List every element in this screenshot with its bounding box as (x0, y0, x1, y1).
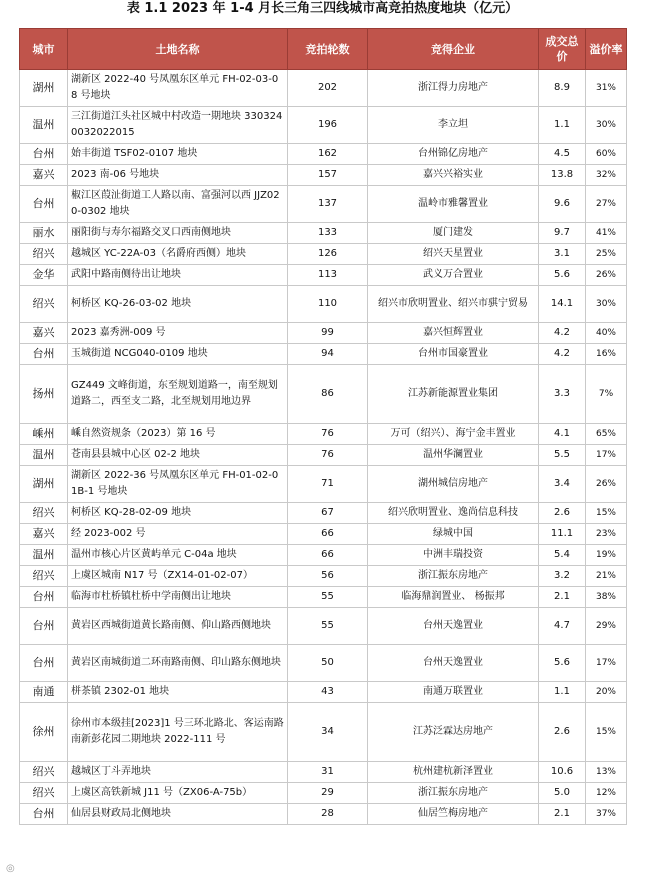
premium-cell: 40% (586, 323, 627, 344)
company-cell: 南通万联置业 (368, 682, 539, 703)
land-name-cell: GZ449 文峰街道，东至规划道路一，南至规划道路二，西至支二路，北至规划用地边界 (68, 365, 288, 424)
price-cell: 4.7 (539, 608, 586, 645)
rounds-cell: 29 (288, 783, 368, 804)
table-row (20, 587, 627, 608)
company-cell: 绍兴市欣明置业、绍兴市骐宁贸易 (368, 286, 539, 323)
land-name-cell: 黄岩区南城街道二环南路南侧、印山路东侧地块 (68, 645, 288, 682)
price-cell: 14.1 (539, 286, 586, 323)
premium-cell: 20% (586, 682, 627, 703)
land-name-cell: 2023 嘉秀洲-009 号 (68, 323, 288, 344)
table-row (20, 566, 627, 587)
premium-cell: 7% (586, 365, 627, 424)
price-cell: 3.2 (539, 566, 586, 587)
company-cell: 江苏新能源置业集团 (368, 365, 539, 424)
company-cell: 浙江振东房地产 (368, 783, 539, 804)
table-row (20, 783, 627, 804)
table-row (20, 762, 627, 783)
city-cell: 扬州 (20, 365, 68, 424)
land-name-cell: 丽阳街与寿尔福路交叉口西南侧地块 (68, 223, 288, 244)
land-name-cell: 三江街道江头社区城中村改造一期地块 3303240032022015 (68, 107, 288, 144)
premium-cell: 31% (586, 70, 627, 107)
rounds-cell: 157 (288, 165, 368, 186)
company-cell: 湖州城信房地产 (368, 466, 539, 503)
rounds-cell: 86 (288, 365, 368, 424)
rounds-cell: 196 (288, 107, 368, 144)
rounds-cell: 43 (288, 682, 368, 703)
price-cell: 5.4 (539, 545, 586, 566)
price-cell: 1.1 (539, 682, 586, 703)
rounds-cell: 94 (288, 344, 368, 365)
premium-cell: 23% (586, 524, 627, 545)
premium-cell: 30% (586, 286, 627, 323)
land-name-cell: 柯桥区 KQ-26-03-02 地块 (68, 286, 288, 323)
rounds-cell: 67 (288, 503, 368, 524)
city-cell: 金华 (20, 265, 68, 286)
premium-cell: 65% (586, 424, 627, 445)
land-name-cell: 经 2023-002 号 (68, 524, 288, 545)
table-row (20, 265, 627, 286)
table-row (20, 223, 627, 244)
table-row (20, 165, 627, 186)
rounds-cell: 110 (288, 286, 368, 323)
premium-cell: 26% (586, 466, 627, 503)
price-cell: 9.7 (539, 223, 586, 244)
table-title: 表 1.1 2023 年 1-4 月长三角三四线城市高竞拍热度地块（亿元） (126, 1, 519, 16)
table-row (20, 107, 627, 144)
price-cell: 8.9 (539, 70, 586, 107)
rounds-cell: 126 (288, 244, 368, 265)
land-name-cell: 温州市核心片区黄屿单元 C-04a 地块 (68, 545, 288, 566)
premium-cell: 13% (586, 762, 627, 783)
city-cell: 台州 (20, 645, 68, 682)
land-name-cell: 嵊自然资规条（2023）第 16 号 (68, 424, 288, 445)
company-cell: 中洲丰瑞投资 (368, 545, 539, 566)
land-name-cell: 椒江区葭沚街道工人路以南、富强河以西 JJZ020-0302 地块 (68, 186, 288, 223)
company-cell: 武义万合置业 (368, 265, 539, 286)
company-cell: 仙居竺梅房地产 (368, 804, 539, 825)
price-cell: 1.1 (539, 107, 586, 144)
land-name-cell: 临海市杜桥镇杜桥中学南侧出让地块 (68, 587, 288, 608)
rounds-cell: 28 (288, 804, 368, 825)
rounds-cell: 202 (288, 70, 368, 107)
land-name-cell: 湖新区 2022-40 号凤凰东区单元 FH-02-03-08 号地块 (68, 70, 288, 107)
land-name-cell: 上虞区城南 N17 号（ZX14-01-02-07） (68, 566, 288, 587)
company-cell: 浙江振东房地产 (368, 566, 539, 587)
land-name-cell: 柯桥区 KQ-28-02-09 地块 (68, 503, 288, 524)
price-cell: 5.5 (539, 445, 586, 466)
column-header-premium: 溢价率 (586, 29, 627, 70)
land-name-cell: 玉城街道 NCG040-0109 地块 (68, 344, 288, 365)
rounds-cell: 56 (288, 566, 368, 587)
table-row (20, 424, 627, 445)
company-cell: 江苏泛霖达房地产 (368, 703, 539, 762)
premium-cell: 16% (586, 344, 627, 365)
company-cell: 李立坦 (368, 107, 539, 144)
city-cell: 嘉兴 (20, 524, 68, 545)
premium-cell: 17% (586, 645, 627, 682)
land-auction-table (19, 28, 627, 825)
price-cell: 9.6 (539, 186, 586, 223)
city-cell: 绍兴 (20, 503, 68, 524)
city-cell: 绍兴 (20, 762, 68, 783)
rounds-cell: 55 (288, 608, 368, 645)
table-row (20, 365, 627, 424)
land-name-cell: 始丰街道 TSF02-0107 地块 (68, 144, 288, 165)
premium-cell: 15% (586, 503, 627, 524)
company-cell: 绍兴欣明置业、逸尚信息科技 (368, 503, 539, 524)
watermark-logo: ◎ (6, 863, 15, 874)
company-cell: 万可（绍兴）、海宁金丰置业 (368, 424, 539, 445)
company-cell: 浙江得力房地产 (368, 70, 539, 107)
premium-cell: 12% (586, 783, 627, 804)
column-header-land-name: 土地名称 (68, 29, 288, 70)
city-cell: 嵊州 (20, 424, 68, 445)
price-cell: 13.8 (539, 165, 586, 186)
table-row (20, 703, 627, 762)
rounds-cell: 162 (288, 144, 368, 165)
company-cell: 嘉兴恒辉置业 (368, 323, 539, 344)
land-name-cell: 武阳中路南侧待出让地块 (68, 265, 288, 286)
company-cell: 台州天逸置业 (368, 645, 539, 682)
land-name-cell: 上虞区高铁新城 J11 号（ZX06-A-75b） (68, 783, 288, 804)
table-row (20, 466, 627, 503)
city-cell: 台州 (20, 608, 68, 645)
city-cell: 嘉兴 (20, 165, 68, 186)
price-cell: 4.1 (539, 424, 586, 445)
price-cell: 3.1 (539, 244, 586, 265)
rounds-cell: 71 (288, 466, 368, 503)
company-cell: 绍兴天星置业 (368, 244, 539, 265)
premium-cell: 15% (586, 703, 627, 762)
city-cell: 丽水 (20, 223, 68, 244)
rounds-cell: 99 (288, 323, 368, 344)
city-cell: 绍兴 (20, 783, 68, 804)
city-cell: 温州 (20, 445, 68, 466)
price-cell: 2.1 (539, 804, 586, 825)
land-name-cell: 栟茶镇 2302-01 地块 (68, 682, 288, 703)
table-row (20, 545, 627, 566)
column-header-company: 竞得企业 (368, 29, 539, 70)
land-name-cell: 湖新区 2022-36 号凤凰东区单元 FH-01-02-01B-1 号地块 (68, 466, 288, 503)
city-cell: 南通 (20, 682, 68, 703)
table-row (20, 244, 627, 265)
rounds-cell: 66 (288, 545, 368, 566)
table-row (20, 682, 627, 703)
city-cell: 台州 (20, 144, 68, 165)
city-cell: 湖州 (20, 466, 68, 503)
land-name-cell: 仙居县财政局北侧地块 (68, 804, 288, 825)
premium-cell: 19% (586, 545, 627, 566)
city-cell: 绍兴 (20, 566, 68, 587)
city-cell: 台州 (20, 186, 68, 223)
city-cell: 温州 (20, 545, 68, 566)
land-name-cell: 苍南县县城中心区 02-2 地块 (68, 445, 288, 466)
premium-cell: 41% (586, 223, 627, 244)
premium-cell: 60% (586, 144, 627, 165)
premium-cell: 17% (586, 445, 627, 466)
company-cell: 温岭市雅馨置业 (368, 186, 539, 223)
table-row (20, 503, 627, 524)
table-row (20, 645, 627, 682)
premium-cell: 27% (586, 186, 627, 223)
price-cell: 2.1 (539, 587, 586, 608)
company-cell: 嘉兴兴裕实业 (368, 165, 539, 186)
land-name-cell: 越城区丁斗弄地块 (68, 762, 288, 783)
premium-cell: 30% (586, 107, 627, 144)
table-row (20, 524, 627, 545)
company-cell: 绿城中国 (368, 524, 539, 545)
company-cell: 厦门建发 (368, 223, 539, 244)
rounds-cell: 55 (288, 587, 368, 608)
column-header-rounds: 竞拍轮数 (288, 29, 368, 70)
rounds-cell: 76 (288, 445, 368, 466)
premium-cell: 32% (586, 165, 627, 186)
company-cell: 台州天逸置业 (368, 608, 539, 645)
table-row (20, 608, 627, 645)
company-cell: 温州华澜置业 (368, 445, 539, 466)
table-row (20, 344, 627, 365)
table-row (20, 286, 627, 323)
price-cell: 3.3 (539, 365, 586, 424)
city-cell: 绍兴 (20, 286, 68, 323)
city-cell: 湖州 (20, 70, 68, 107)
city-cell: 嘉兴 (20, 323, 68, 344)
price-cell: 5.0 (539, 783, 586, 804)
rounds-cell: 34 (288, 703, 368, 762)
rounds-cell: 31 (288, 762, 368, 783)
land-name-cell: 越城区 YC-22A-03（名爵府西侧）地块 (68, 244, 288, 265)
price-cell: 2.6 (539, 703, 586, 762)
rounds-cell: 113 (288, 265, 368, 286)
company-cell: 杭州建杭新泽置业 (368, 762, 539, 783)
land-name-cell: 2023 南-06 号地块 (68, 165, 288, 186)
table-row (20, 186, 627, 223)
city-cell: 绍兴 (20, 244, 68, 265)
rounds-cell: 76 (288, 424, 368, 445)
premium-cell: 29% (586, 608, 627, 645)
premium-cell: 37% (586, 804, 627, 825)
price-cell: 10.6 (539, 762, 586, 783)
table-row (20, 445, 627, 466)
price-cell: 2.6 (539, 503, 586, 524)
price-cell: 3.4 (539, 466, 586, 503)
table-header-row (20, 29, 627, 70)
company-cell: 临海鼎润置业、 杨振邦 (368, 587, 539, 608)
company-cell: 台州市国豪置业 (368, 344, 539, 365)
column-header-price: 成交总价 (539, 29, 586, 70)
rounds-cell: 137 (288, 186, 368, 223)
column-header-city: 城市 (20, 29, 68, 70)
premium-cell: 25% (586, 244, 627, 265)
price-cell: 4.2 (539, 323, 586, 344)
company-cell: 台州锦亿房地产 (368, 144, 539, 165)
price-cell: 4.2 (539, 344, 586, 365)
premium-cell: 26% (586, 265, 627, 286)
rounds-cell: 50 (288, 645, 368, 682)
price-cell: 11.1 (539, 524, 586, 545)
price-cell: 4.5 (539, 144, 586, 165)
city-cell: 台州 (20, 804, 68, 825)
rounds-cell: 66 (288, 524, 368, 545)
price-cell: 5.6 (539, 265, 586, 286)
rounds-cell: 133 (288, 223, 368, 244)
table-row (20, 70, 627, 107)
city-cell: 台州 (20, 344, 68, 365)
premium-cell: 38% (586, 587, 627, 608)
price-cell: 5.6 (539, 645, 586, 682)
table-row (20, 144, 627, 165)
city-cell: 台州 (20, 587, 68, 608)
land-name-cell: 黄岩区西城街道黄长路南侧、仰山路西侧地块 (68, 608, 288, 645)
premium-cell: 21% (586, 566, 627, 587)
table-row (20, 323, 627, 344)
table-row (20, 804, 627, 825)
city-cell: 徐州 (20, 703, 68, 762)
city-cell: 温州 (20, 107, 68, 144)
land-name-cell: 徐州市本级挂[2023]1 号三环北路北、客运南路南新彭花园二期地块 2022-111 号 (68, 703, 288, 762)
